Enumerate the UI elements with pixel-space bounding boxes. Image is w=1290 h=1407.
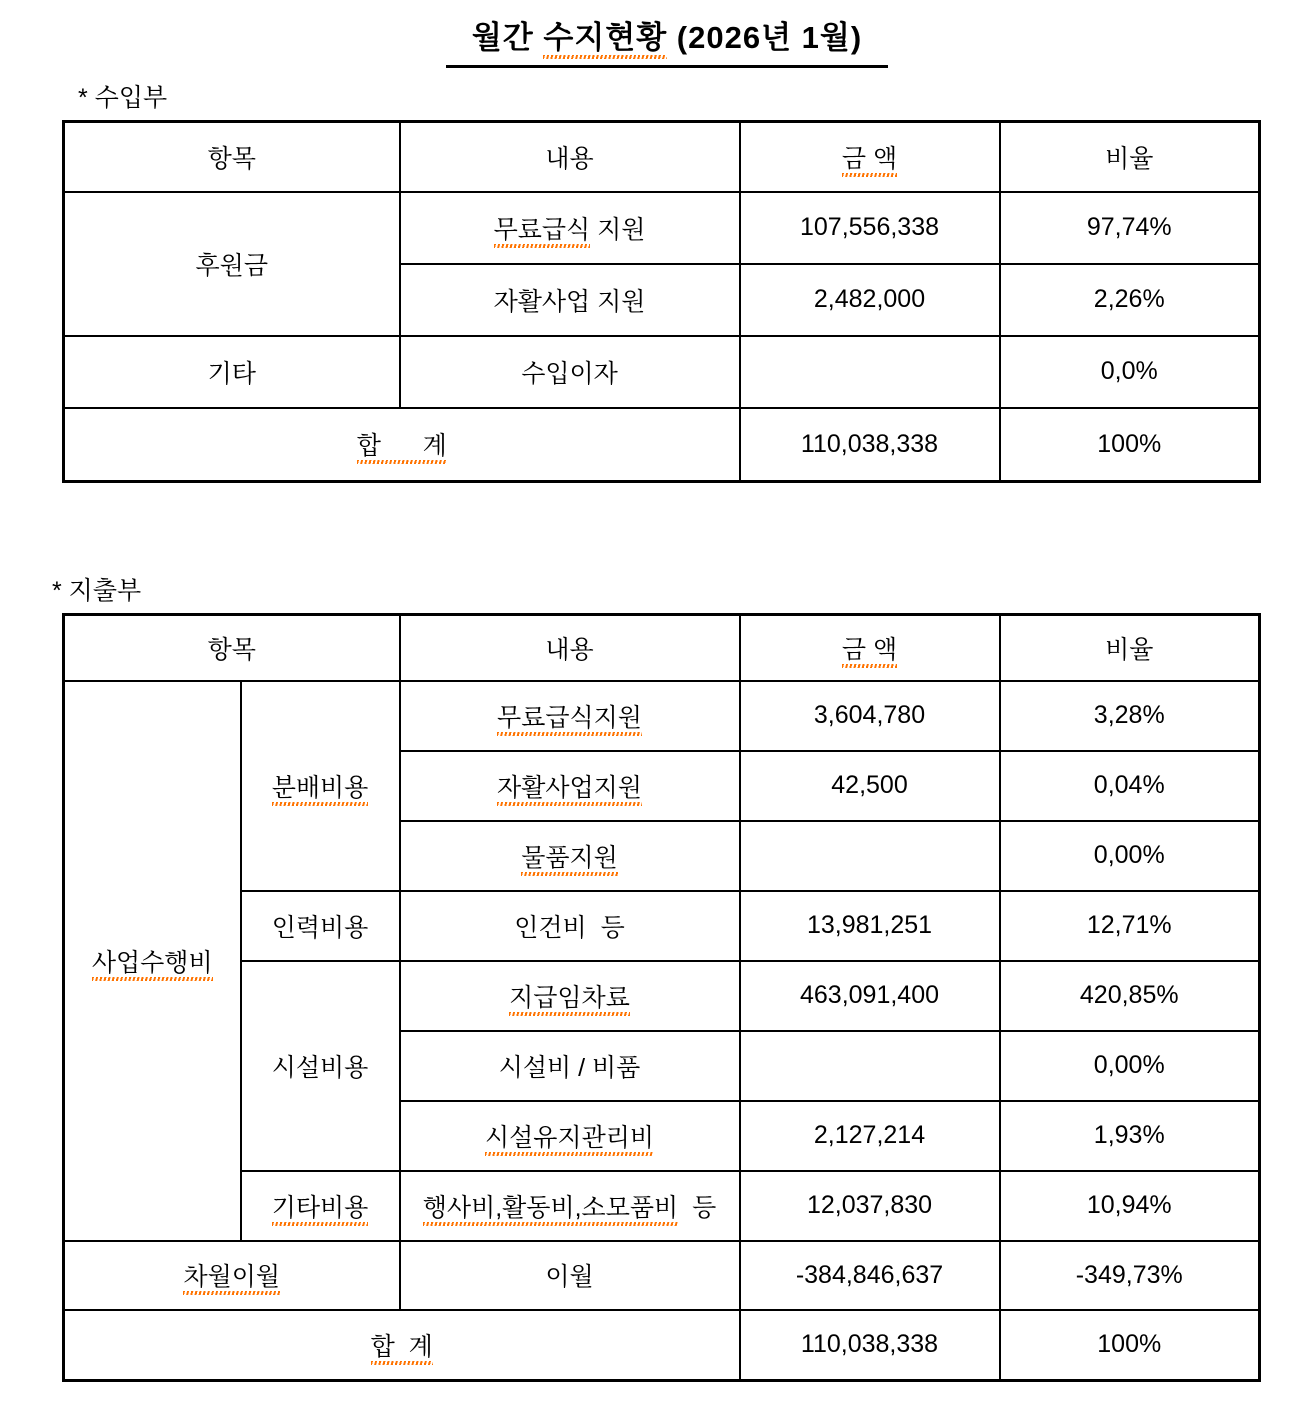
income-amount-free-meal: 107,556,338 (740, 192, 1000, 264)
expense-content-equipment: 시설비 / 비품 (400, 1031, 740, 1101)
title-part-3: (2026년 1월) (667, 20, 863, 55)
expense-subcategory-distribution-text: 분배비용 (272, 774, 369, 806)
expense-amount-free-meal: 3,604,780 (740, 681, 1000, 751)
expense-header-content: 내용 (400, 615, 740, 681)
income-amount-self-support: 2,482,000 (740, 264, 1000, 336)
income-header-row (64, 122, 1260, 192)
expense-content-self-support (400, 751, 740, 821)
expense-content-maintenance (400, 1101, 740, 1171)
income-total-label (64, 408, 740, 482)
expense-header-amount-text: 금 액 (842, 636, 897, 668)
expense-amount-equipment (740, 1031, 1000, 1101)
income-total-label-text: 합 계 (357, 432, 447, 464)
expense-content-maintenance-text: 시설유지관리비 (485, 1124, 654, 1156)
expense-carryover-item (64, 1241, 400, 1310)
expense-main-category-text: 사업수행비 (92, 949, 213, 981)
expense-ratio-rent: 420,85% (1000, 961, 1260, 1031)
income-header-amount-text: 금 액 (842, 145, 897, 177)
income-header-item: 항목 (64, 122, 400, 192)
expense-content-free-meal-text: 무료급식지원 (497, 704, 642, 736)
expense-amount-rent: 463,091,400 (740, 961, 1000, 1031)
expense-row-1 (64, 681, 1260, 751)
expense-main-category (64, 681, 241, 1241)
expense-content-rent-text: 지급임차료 (509, 984, 630, 1016)
income-content-free-meal (400, 192, 740, 264)
expense-amount-maintenance: 2,127,214 (740, 1101, 1000, 1171)
expense-carryover-item-text: 차월이월 (183, 1263, 280, 1295)
income-ratio-free-meal: 97,74% (1000, 192, 1260, 264)
expense-row-8 (64, 1171, 1260, 1241)
income-total-row (64, 408, 1260, 482)
expense-carryover-amount: -384,846,637 (740, 1241, 1000, 1310)
expense-subcategory-personnel: 인력비용 (241, 891, 400, 961)
expense-ratio-free-meal: 3,28% (1000, 681, 1260, 751)
expense-ratio-equipment: 0,00% (1000, 1031, 1260, 1101)
expense-carryover-content: 이월 (400, 1241, 740, 1310)
expense-content-events-rest: 등 (678, 1193, 717, 1222)
expense-content-free-meal (400, 681, 740, 751)
expense-subcategory-other-text: 기타비용 (272, 1194, 369, 1226)
expense-header-row (64, 615, 1260, 681)
income-ratio-self-support: 2,26% (1000, 264, 1260, 336)
expense-content-rent (400, 961, 740, 1031)
page-title (446, 10, 888, 68)
expense-subcategory-other (241, 1171, 400, 1241)
income-item-etc: 기타 (64, 336, 400, 408)
income-content-free-meal-rest: 지원 (590, 215, 646, 244)
expense-header-item: 항목 (64, 615, 400, 681)
expense-content-self-support-text: 자활사업지원 (497, 774, 642, 806)
expense-row-4 (64, 891, 1260, 961)
expense-table (62, 613, 1261, 1382)
title-part-1: 월간 (471, 20, 544, 55)
income-ratio-interest: 0,0% (1000, 336, 1260, 408)
expense-ratio-self-support: 0,04% (1000, 751, 1260, 821)
expense-content-goods (400, 821, 740, 891)
income-total-ratio: 100% (1000, 408, 1260, 482)
income-section-label: * 수입부 (78, 84, 168, 112)
income-item-donation: 후원금 (64, 192, 400, 336)
expense-carryover-row (64, 1241, 1260, 1310)
income-table (62, 120, 1261, 483)
expense-header-amount (740, 615, 1000, 681)
income-header-amount (740, 122, 1000, 192)
expense-content-labor: 인건비 등 (400, 891, 740, 961)
income-total-amount: 110,038,338 (740, 408, 1000, 482)
expense-total-label (64, 1310, 740, 1381)
income-amount-interest (740, 336, 1000, 408)
expense-amount-events: 12,037,830 (740, 1171, 1000, 1241)
title-block (0, 10, 1290, 68)
expense-subcategory-distribution (241, 681, 400, 891)
expense-amount-labor: 13,981,251 (740, 891, 1000, 961)
income-content-self-support: 자활사업 지원 (400, 264, 740, 336)
expense-ratio-maintenance: 1,93% (1000, 1101, 1260, 1171)
title-part-2-misspelled: 수지현황 (543, 20, 667, 59)
income-content-free-meal-marked: 무료급식 (494, 216, 591, 248)
expense-amount-goods (740, 821, 1000, 891)
expense-total-row (64, 1310, 1260, 1381)
income-header-ratio: 비율 (1000, 122, 1260, 192)
expense-row-5 (64, 961, 1260, 1031)
expense-ratio-goods: 0,00% (1000, 821, 1260, 891)
expense-total-amount: 110,038,338 (740, 1310, 1000, 1381)
expense-total-ratio: 100% (1000, 1310, 1260, 1381)
income-row-etc (64, 336, 1260, 408)
expense-amount-self-support: 42,500 (740, 751, 1000, 821)
expense-section-label: * 지출부 (52, 577, 142, 605)
expense-header-ratio: 비율 (1000, 615, 1260, 681)
expense-subcategory-facility: 시설비용 (241, 961, 400, 1171)
income-header-content: 내용 (400, 122, 740, 192)
expense-ratio-labor: 12,71% (1000, 891, 1260, 961)
income-row-donation-1 (64, 192, 1260, 264)
expense-content-goods-text: 물품지원 (521, 844, 618, 876)
expense-ratio-events: 10,94% (1000, 1171, 1260, 1241)
expense-total-label-text: 합 계 (371, 1333, 433, 1365)
expense-content-events-marked: 행사비,활동비,소모품비 (423, 1194, 678, 1226)
expense-carryover-ratio: -349,73% (1000, 1241, 1260, 1310)
income-content-interest: 수입이자 (400, 336, 740, 408)
expense-content-events (400, 1171, 740, 1241)
